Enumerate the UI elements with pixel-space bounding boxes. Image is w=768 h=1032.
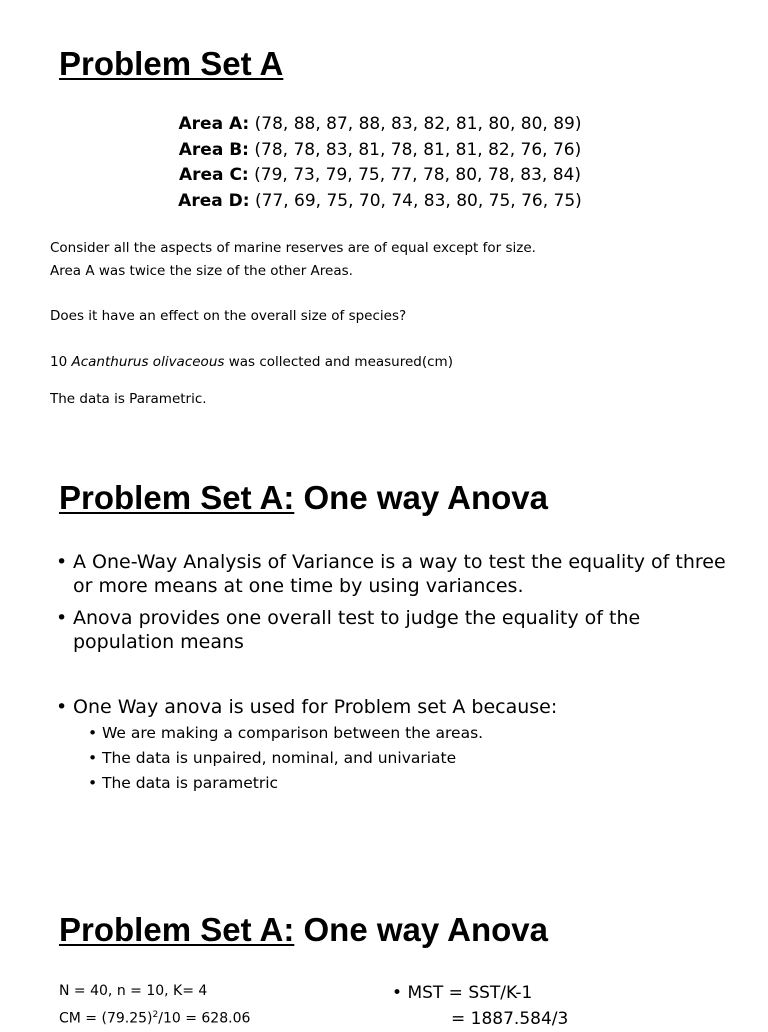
area-values: (78, 88, 87, 88, 83, 82, 81, 80, 80, 89) — [254, 114, 582, 134]
question-text: Does it have an effect on the overall size of species? — [50, 308, 407, 324]
sub-bullet-item — [88, 721, 688, 746]
parametric-note: The data is Parametric. — [50, 391, 207, 407]
sub-bullet-item — [88, 746, 688, 771]
correction-mean-line — [59, 1003, 250, 1031]
bullet-icon: • — [392, 983, 403, 1003]
area-values: (78, 78, 83, 81, 78, 81, 81, 82, 76, 76) — [254, 139, 582, 160]
cm-exponent: 2 — [152, 1010, 159, 1020]
sub-bullet-text: We are making a comparison between the areas. — [102, 724, 484, 742]
sub-bullet-text: The data is parametric — [102, 774, 279, 792]
area-values: (79, 73, 79, 75, 77, 78, 80, 78, 83, 84) — [254, 165, 581, 185]
area-row — [0, 189, 760, 215]
collection-count: 10 — [50, 354, 68, 370]
area-row — [0, 138, 760, 164]
collection-rest: was collected and measured(cm) — [224, 354, 453, 370]
bullet-icon: • — [88, 774, 98, 792]
mst-value-line: = 1887.584/3 — [451, 1009, 569, 1029]
sub-bullet-item — [88, 771, 688, 796]
mst-formula-line — [392, 980, 532, 1006]
species-name: Acanthurus olivaceous — [71, 354, 225, 370]
slide2-sub-bullets — [88, 721, 688, 796]
slide3-title — [59, 910, 548, 950]
cm-prefix: CM = (79.25) — [59, 1010, 153, 1027]
bullet-icon: • — [88, 749, 98, 767]
area-label: Area D: — [178, 190, 250, 211]
collection-text — [50, 351, 453, 373]
area-label: Area B: — [178, 139, 249, 160]
area-data-list — [0, 112, 760, 214]
slide2-bullet-2 — [56, 606, 746, 654]
bullet-text: A One-Way Analysis of Variance is a way to test the equality of three or more means at one time by using variances. — [73, 551, 726, 597]
slide3-title-rest: One way Anova — [294, 911, 549, 948]
area-label: Area A: — [178, 114, 250, 134]
bullet-text: Anova provides one overall test to judge the equality of the population means — [73, 607, 641, 653]
area-row — [0, 112, 760, 138]
slide3-title-underlined: Problem Set A: — [59, 911, 295, 948]
context-line-2: Area A was twice the size of the other Areas. — [50, 263, 353, 279]
context-line-1: Consider all the aspects of marine reserves are of equal except for size. — [50, 240, 536, 256]
mst-formula: MST = SST/K-1 — [407, 983, 533, 1003]
slide1-title-text: Problem Set A — [59, 45, 284, 82]
area-label: Area C: — [178, 165, 249, 185]
slide2-title-underlined: Problem Set A: — [59, 479, 295, 516]
slide1-title — [59, 44, 283, 84]
slide2-title — [59, 478, 548, 518]
area-row — [0, 163, 760, 189]
slide2-bullet-3 — [56, 695, 746, 719]
bullet-icon: • — [56, 607, 68, 629]
sample-size-line: N = 40, n = 10, K= 4 — [59, 983, 208, 999]
cm-suffix: /10 = 628.06 — [158, 1010, 251, 1027]
bullet-icon: • — [56, 551, 68, 573]
sub-bullet-text: The data is unpaired, nominal, and univariate — [102, 749, 457, 767]
bullet-icon: • — [88, 724, 98, 742]
bullet-text: One Way anova is used for Problem set A because: — [73, 696, 558, 718]
slide2-bullet-1 — [56, 550, 746, 598]
bullet-icon: • — [56, 696, 68, 718]
area-values: (77, 69, 75, 70, 74, 83, 80, 75, 76, 75) — [254, 190, 582, 211]
slide2-title-rest: One way Anova — [294, 479, 549, 516]
